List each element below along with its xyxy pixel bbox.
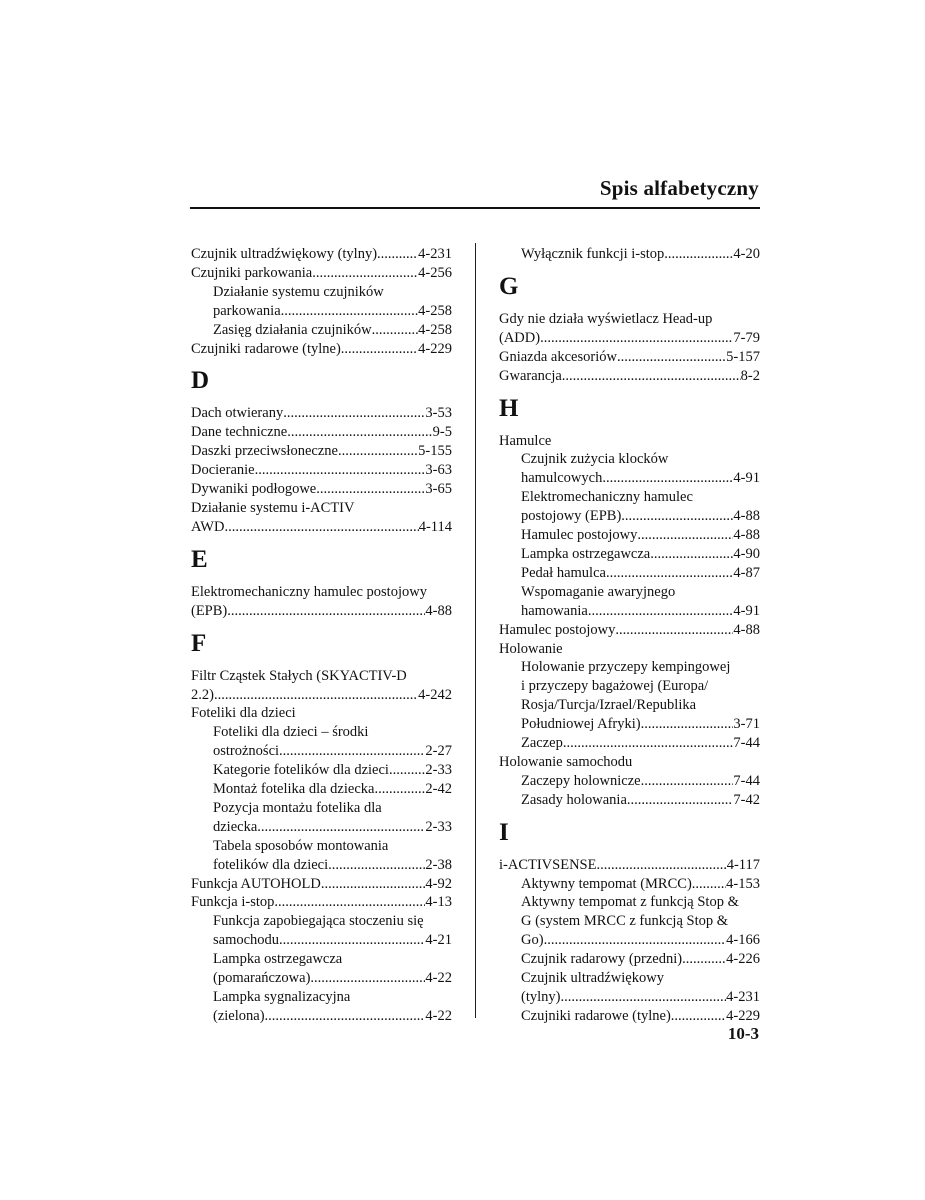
index-subentry-line: i przyczepy bagażowej (Europa/ xyxy=(521,678,709,695)
dot-leader xyxy=(341,340,418,359)
page-number: 10-3 xyxy=(727,1024,759,1043)
index-page-reference: 4-92 xyxy=(425,875,452,892)
index-page-reference: 4-117 xyxy=(726,856,760,873)
index-entry xyxy=(191,404,452,423)
index-page-reference: 3-53 xyxy=(425,405,452,422)
index-subentry xyxy=(499,791,760,810)
index-subentry-line: Czujnik ultradźwiękowy xyxy=(521,970,664,987)
index-entry-text: i-ACTIVSENSE xyxy=(499,856,597,873)
index-page-reference: 4-90 xyxy=(733,545,760,562)
index-subentry xyxy=(191,761,452,780)
dot-leader xyxy=(544,931,727,950)
index-entry xyxy=(191,518,452,537)
index-entry-text: AWD xyxy=(191,518,225,535)
index-page-reference: 7-42 xyxy=(733,791,760,808)
index-entry-text: dziecka xyxy=(213,818,258,835)
index-entry-text: (EPB) xyxy=(191,602,228,619)
dot-leader xyxy=(602,469,733,488)
index-subentry xyxy=(499,602,760,621)
index-page-reference: 4-87 xyxy=(733,564,760,581)
index-page-reference: 4-166 xyxy=(726,932,760,949)
index-entry xyxy=(191,461,452,480)
index-page-reference: 5-155 xyxy=(418,443,452,460)
dot-leader xyxy=(279,742,425,761)
index-subentry-line: Elektromechaniczny hamulec xyxy=(521,489,693,506)
index-subentry xyxy=(499,507,760,526)
index-subentry-line: Pozycja montażu fotelika dla xyxy=(213,799,382,816)
index-subentry-line: Lampka sygnalizacyjna xyxy=(213,989,351,1005)
index-subentry xyxy=(499,545,760,564)
index-entry-text: Zaczepy holownicze xyxy=(521,772,641,789)
index-subentry xyxy=(499,564,760,583)
index-page-reference: 3-65 xyxy=(425,481,452,498)
dot-leader xyxy=(596,856,726,875)
index-entry-text: Funkcja AUTOHOLD xyxy=(191,875,321,892)
index-page-reference: 4-20 xyxy=(733,246,760,262)
index-entry xyxy=(191,893,452,912)
dot-leader xyxy=(224,518,418,537)
index-entry-text: Hamulec postojowy xyxy=(521,527,638,544)
index-page-reference: 4-231 xyxy=(726,989,760,1005)
index-entry xyxy=(191,264,452,283)
dot-leader xyxy=(338,442,418,461)
index-page-reference: 4-21 xyxy=(425,932,452,949)
index-entry-line: Działanie systemu i-ACTIV xyxy=(191,499,355,516)
index-subentry xyxy=(499,950,760,969)
index-entry-line: Foteliki dla dzieci xyxy=(191,705,296,722)
index-page-reference: 4-91 xyxy=(733,470,760,487)
dot-leader xyxy=(316,480,425,499)
dot-leader xyxy=(374,780,425,799)
index-page-reference: 9-5 xyxy=(432,424,452,441)
dot-leader xyxy=(283,404,425,423)
index-page-reference: 4-153 xyxy=(726,875,760,892)
dot-leader xyxy=(312,264,418,283)
dot-leader xyxy=(606,564,733,583)
index-subentry xyxy=(499,875,760,894)
index-entry-text: parkowania xyxy=(213,302,281,319)
index-entry-text: Zasady holowania xyxy=(521,791,627,808)
index-subentry xyxy=(499,734,760,753)
dot-leader xyxy=(562,367,741,386)
dot-leader xyxy=(310,969,425,988)
index-entry-text: Go) xyxy=(521,932,544,949)
index-entry-text: Aktywny tempomat (MRCC) xyxy=(521,875,692,892)
index-subentry xyxy=(499,469,760,488)
index-entry-text: fotelików dla dzieci xyxy=(213,856,329,873)
dot-leader xyxy=(257,818,425,837)
index-page-reference: 4-22 xyxy=(425,1007,452,1024)
column-divider xyxy=(475,243,476,1018)
page-title: Spis alfabetyczny xyxy=(599,176,759,200)
index-entry xyxy=(499,348,760,367)
index-subentry xyxy=(191,321,452,340)
dot-leader xyxy=(641,715,734,734)
dot-leader xyxy=(540,329,733,348)
index-page-reference: 8-2 xyxy=(740,367,760,384)
dot-leader xyxy=(617,348,726,367)
index-entry-text: Dane techniczne xyxy=(191,424,288,441)
index-subentry-line: Funkcja zapobiegająca stoczeniu się xyxy=(213,913,424,930)
index-entry-text: Dywaniki podłogowe xyxy=(191,481,317,498)
index-page-reference: 2-27 xyxy=(425,743,452,760)
index-page-reference: 4-226 xyxy=(726,951,760,968)
dot-leader xyxy=(621,507,733,526)
index-page-reference: 4-258 xyxy=(418,321,452,338)
index-entry-text: Dach otwierany xyxy=(191,405,284,422)
dot-leader xyxy=(563,734,734,753)
index-entry-text: 2.2) xyxy=(191,686,214,703)
index-entry-text: Czujnik radarowy (przedni) xyxy=(521,951,683,968)
index-entry-text: (tylny) xyxy=(521,989,561,1005)
index-subentry xyxy=(499,715,760,734)
index-page-reference: 4-242 xyxy=(418,686,452,703)
index-subentry-line: Foteliki dla dzieci – środki xyxy=(213,724,369,741)
index-section-letter: E xyxy=(191,545,208,573)
index-entry-text: (zielona) xyxy=(213,1007,265,1024)
index-entry-text: (ADD) xyxy=(499,329,541,346)
index-entry-text: samochodu xyxy=(213,932,280,949)
index-entry-line: Holowanie samochodu xyxy=(499,753,633,770)
index-subentry-line: Działanie systemu czujników xyxy=(213,283,384,300)
index-page-reference: 3-71 xyxy=(733,716,760,733)
dot-leader xyxy=(637,526,733,545)
dot-leader xyxy=(588,602,734,621)
index-entry xyxy=(191,423,452,442)
index-subentry-line: Tabela sposobów montowania xyxy=(213,837,389,854)
index-subentry xyxy=(191,818,452,837)
index-page-reference: 4-88 xyxy=(425,602,452,619)
index-entry xyxy=(191,245,452,264)
index-entry-text: (pomarańczowa) xyxy=(213,970,311,987)
index-subentry xyxy=(499,772,760,791)
index-subentry-line: Wspomaganie awaryjnego xyxy=(521,583,676,600)
index-page-reference: 4-258 xyxy=(418,302,452,319)
index-subentry xyxy=(191,742,452,761)
index-page-reference: 2-38 xyxy=(425,856,452,873)
dot-leader xyxy=(615,621,733,640)
index-page-reference: 4-231 xyxy=(418,246,452,262)
index-entry-text: Czujnik ultradźwiękowy (tylny) xyxy=(191,246,378,262)
index-subentry xyxy=(191,302,452,321)
index-section-letter: H xyxy=(499,394,519,422)
dot-leader xyxy=(627,791,734,810)
index-section-letter: F xyxy=(191,629,207,657)
index-entry-text: Południowej Afryki) xyxy=(521,716,641,733)
index-subentry xyxy=(191,856,452,875)
dot-leader xyxy=(227,602,425,621)
index-entry xyxy=(191,686,452,705)
dot-leader xyxy=(287,423,432,442)
index-subentry xyxy=(191,931,452,950)
index-page-reference: 7-44 xyxy=(733,735,760,752)
index-entry-text: Czujniki radarowe (tylne) xyxy=(191,340,341,357)
index-entry-text: Pedał hamulca xyxy=(521,564,606,581)
dot-leader xyxy=(389,761,425,780)
dot-leader xyxy=(214,686,418,705)
index-subentry-line: Czujnik zużycia klocków xyxy=(521,451,669,468)
index-page-reference: 4-13 xyxy=(425,894,452,911)
index-entry-text: Gwarancja xyxy=(499,367,562,384)
index-entry-text: Montaż fotelika dla dziecka xyxy=(213,781,375,798)
index-page-reference: 7-44 xyxy=(733,772,760,789)
dot-leader xyxy=(372,321,419,340)
dot-leader xyxy=(274,893,425,912)
index-section-letter: D xyxy=(191,367,210,395)
index-section-letter: I xyxy=(499,818,509,846)
index-subentry xyxy=(499,931,760,950)
index-entry-text: Hamulec postojowy xyxy=(499,621,616,638)
dot-leader xyxy=(265,1007,426,1026)
index-subentry-line: Aktywny tempomat z funkcją Stop & xyxy=(521,894,739,911)
index-entry-text: Czujniki radarowe (tylne) xyxy=(521,1007,671,1024)
index-subentry xyxy=(499,988,760,1007)
index-entry-text: hamulcowych xyxy=(521,470,603,487)
dot-leader xyxy=(321,875,426,894)
index-entry-line: Holowanie xyxy=(499,640,563,657)
index-page-reference: 3-63 xyxy=(425,462,452,479)
index-column-left xyxy=(191,245,452,1026)
index-entry-line: Gdy nie działa wyświetlacz Head-up xyxy=(499,310,713,327)
index-page-reference: 4-88 xyxy=(733,621,760,638)
index-entry xyxy=(191,875,452,894)
index-entry-text: Docieranie xyxy=(191,462,255,479)
index-entry xyxy=(191,442,452,461)
index-entry-line: Filtr Cząstek Stałych (SKYACTIV-D xyxy=(191,667,407,684)
index-entry-text: postojowy (EPB) xyxy=(521,508,622,525)
index-subentry xyxy=(191,780,452,799)
dot-leader xyxy=(671,1007,726,1026)
index-entry-text: Daszki przeciwsłoneczne xyxy=(191,443,338,460)
index-subentry xyxy=(191,1007,452,1026)
index-page-reference: 4-88 xyxy=(733,527,760,544)
index-page-reference: 4-91 xyxy=(733,602,760,619)
dot-leader xyxy=(377,245,418,264)
dot-leader xyxy=(255,461,426,480)
index-entry xyxy=(191,480,452,499)
index-page-reference: 5-157 xyxy=(726,348,760,365)
dot-leader xyxy=(560,988,726,1007)
index-subentry-line: Holowanie przyczepy kempingowej xyxy=(521,659,731,676)
index-entry-text: Wyłącznik funkcji i-stop xyxy=(521,246,665,262)
dot-leader xyxy=(281,302,419,321)
index-subentry xyxy=(499,245,760,264)
index-page-reference: 2-42 xyxy=(425,781,452,798)
index-entry xyxy=(191,340,452,359)
index-entry xyxy=(191,602,452,621)
dot-leader xyxy=(682,950,726,969)
index-entry-text: Lampka ostrzegawcza xyxy=(521,545,651,562)
index-subentry xyxy=(191,969,452,988)
index-subentry xyxy=(499,526,760,545)
index-entry-text: Kategorie fotelików dla dzieci xyxy=(213,762,389,779)
dot-leader xyxy=(328,856,425,875)
index-entry-text: ostrożności xyxy=(213,743,280,760)
index-entry-text: hamowania xyxy=(521,602,588,619)
index-entry-text: Gniazda akcesoriów xyxy=(499,348,617,365)
dot-leader xyxy=(641,772,734,791)
index-entry xyxy=(499,367,760,386)
index-section-letter: G xyxy=(499,272,519,300)
index-page-reference: 4-229 xyxy=(726,1007,760,1024)
index-entry xyxy=(499,329,760,348)
index-page-reference: 2-33 xyxy=(425,762,452,779)
index-page-reference: 4-114 xyxy=(418,518,452,535)
index-page-reference: 2-33 xyxy=(425,818,452,835)
dot-leader xyxy=(692,875,726,894)
dot-leader xyxy=(664,245,733,264)
index-entry xyxy=(499,856,760,875)
index-entry-text: Zasięg działania czujników xyxy=(213,321,372,338)
index-page-reference: 4-88 xyxy=(733,508,760,525)
index-subentry-line: G (system MRCC z funkcją Stop & xyxy=(521,913,729,930)
index-page-reference: 4-256 xyxy=(418,264,452,281)
index-entry-text: Funkcja i-stop xyxy=(191,894,275,911)
index-entry-text: Czujniki parkowania xyxy=(191,264,313,281)
index-column-right xyxy=(499,245,760,1026)
index-page-reference: 7-79 xyxy=(733,329,760,346)
header-divider xyxy=(190,207,760,209)
index-entry-line: Elektromechaniczny hamulec postojowy xyxy=(191,583,427,600)
index-entry-text: Zaczep xyxy=(521,735,563,752)
dot-leader xyxy=(279,931,425,950)
index-subentry xyxy=(499,1007,760,1026)
index-entry-line: Hamulce xyxy=(499,432,552,449)
index-subentry-line: Lampka ostrzegawcza xyxy=(213,951,343,968)
index-page-reference: 4-22 xyxy=(425,970,452,987)
index-entry xyxy=(499,621,760,640)
dot-leader xyxy=(650,545,733,564)
index-page-reference: 4-229 xyxy=(418,340,452,357)
index-subentry-line: Rosja/Turcja/Izrael/Republika xyxy=(521,697,697,714)
